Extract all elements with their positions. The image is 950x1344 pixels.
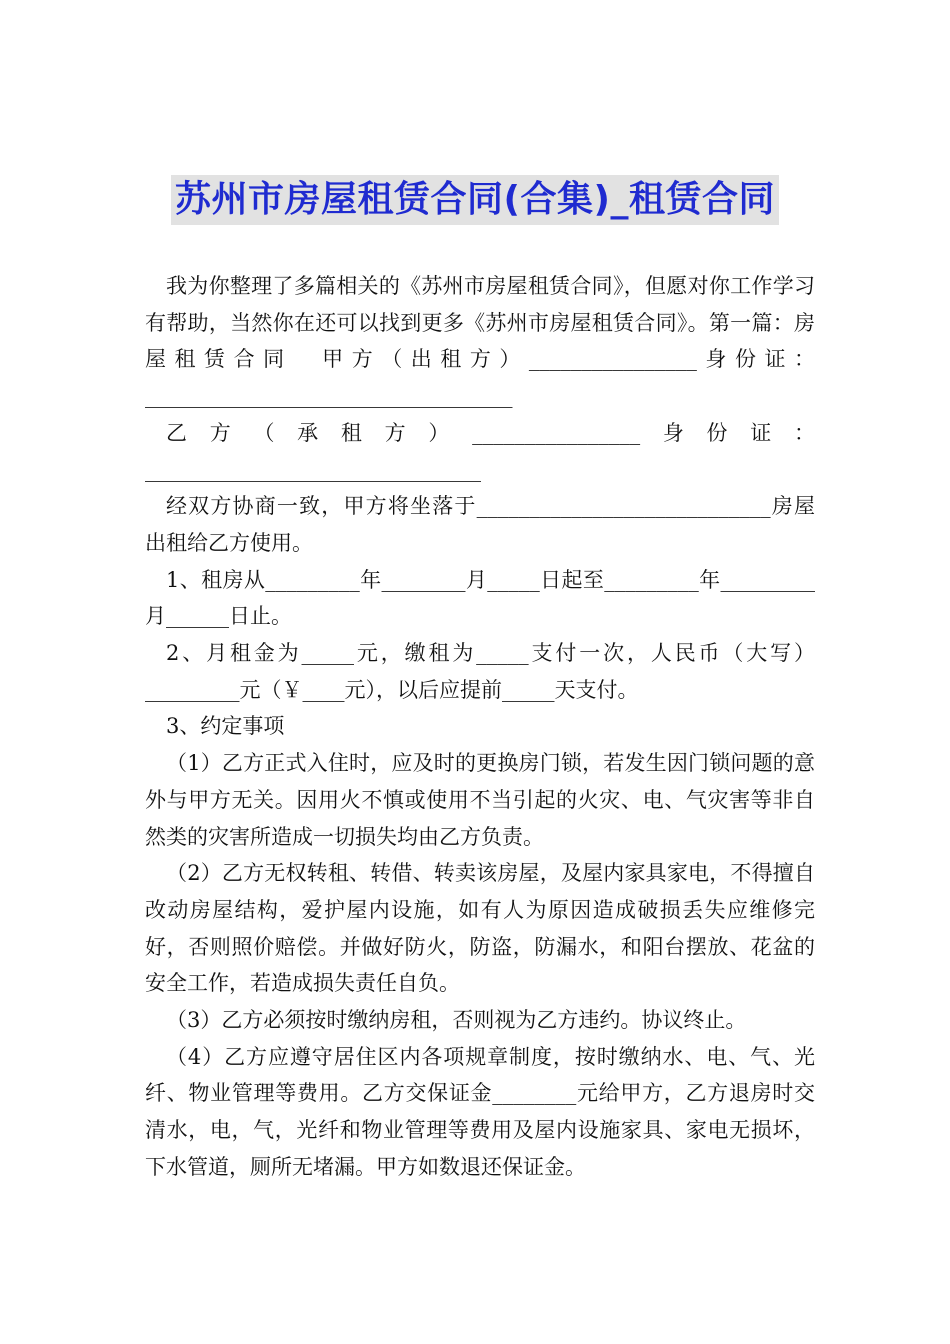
clause-2-paragraph: 2、月租金为_____元，缴租为_____支付一次，人民币（大写）_________元（￥____元），以后应提前_____天支付。 <box>145 641 815 702</box>
clause-1-paragraph: 1、租房从_________年________月_____日起至_________年_________月______日止。 <box>145 567 815 629</box>
party-b-paragraph: 乙方（承租方）________________身份证：________________________________ <box>145 420 815 482</box>
clause-3-heading: 3、约定事项 <box>166 714 285 739</box>
item-3-paragraph: （3）乙方必须按时缴纳房租，否则视为乙方违约。协议终止。 <box>166 1008 747 1033</box>
document-title: 苏州市房屋租赁合同(合集)_租赁合同 <box>171 175 779 225</box>
agreement-paragraph: 经双方协商一致，甲方将坐落于____________________________房屋出租给乙方使用。 <box>145 494 815 555</box>
intro-paragraph: 我为你整理了多篇相关的《苏州市房屋租赁合同》，但愿对你工作学习有帮助，当然你在还可以找到更多《苏州市房屋租赁合同》。第一篇：房屋租赁合同 甲方（出租方）________________身份证：___________________________________ <box>145 274 815 409</box>
item-2-paragraph: （2）乙方无权转租、转借、转卖该房屋，及屋内家具家电，不得擅自改动房屋结构，爱护屋内设施，如有人为原因造成破损丢失应维修完好，否则照价赔偿。并做好防火，防盗，防漏水，和阳台摆放、花盆的安全工作，若造成损失责任自负。 <box>145 861 815 996</box>
item-4-paragraph: （4）乙方应遵守居住区内各项规章制度，按时缴纳水、电、气、光纤、物业管理等费用。乙方交保证金________元给甲方，乙方退房时交清水，电，气，光纤和物业管理等费用及屋内设施家具、家电无损坏，下水管道，厕所无堵漏。甲方如数退还保证金。 <box>145 1044 815 1179</box>
item-1-paragraph: （1）乙方正式入住时，应及时的更换房门锁，若发生因门锁问题的意外与甲方无关。因用火不慎或使用不当引起的火灾、电、气灾害等非自然类的灾害所造成一切损失均由乙方负责。 <box>145 751 815 849</box>
title-wrap <box>0 175 950 225</box>
document-body <box>145 268 815 1186</box>
